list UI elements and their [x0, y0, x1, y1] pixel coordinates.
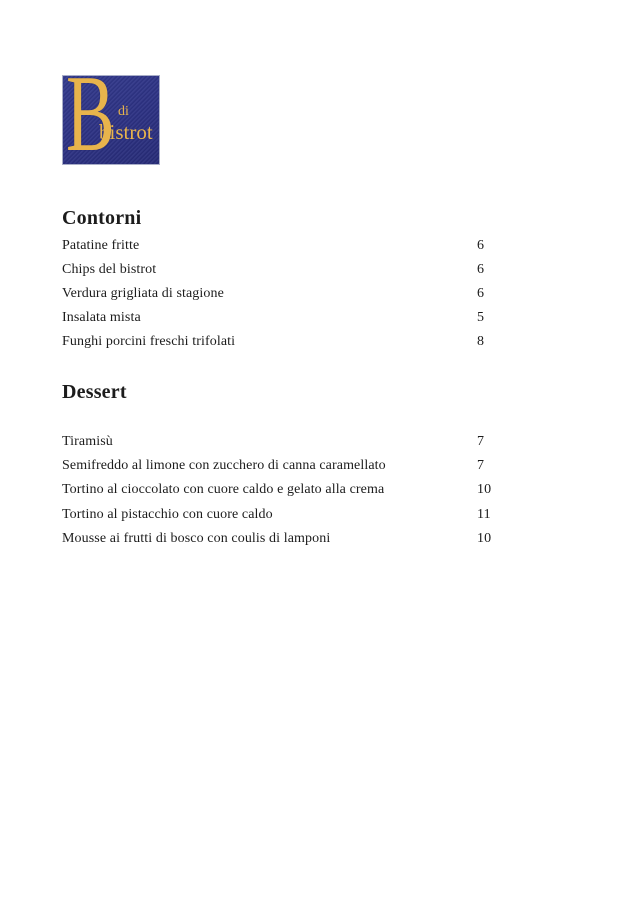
menu-item-name: Funghi porcini freschi trifolati: [62, 334, 236, 349]
menu-item-price: 10: [477, 531, 492, 546]
menu-item-row: [62, 237, 493, 255]
menu-item-name: Verdura grigliata di stagione: [62, 286, 224, 301]
menu-item-price: 8: [477, 334, 485, 349]
menu-item-name: Patatine fritte: [62, 238, 140, 253]
menu-item-price: 11: [477, 507, 491, 522]
menu-item-name: Tortino al cioccolato con cuore caldo e gelato alla crema: [62, 482, 385, 497]
menu-item-name: Chips del bistrot: [62, 262, 157, 277]
logo-letter-b: B: [66, 75, 115, 165]
menu-item-price: 6: [477, 262, 485, 277]
logo-bistrot-text: bistrot: [99, 120, 153, 144]
menu-item-price: 5: [477, 310, 485, 325]
menu-item-name: Insalata mista: [62, 310, 141, 325]
menu-item-row: [62, 457, 493, 475]
menu-item-row: [62, 309, 493, 327]
menu-item-name: Mousse ai frutti di bosco con coulis di lamponi: [62, 531, 331, 546]
menu-item-price: 7: [477, 458, 485, 473]
menu-item-row: [62, 285, 493, 303]
menu-item-row: [62, 481, 493, 499]
section-title-dessert: Dessert: [62, 381, 127, 403]
menu-item-price: 7: [477, 434, 485, 449]
section-title-contorni: Contorni: [62, 207, 142, 229]
menu-item-name: Tortino al pistacchio con cuore caldo: [62, 507, 273, 522]
menu-item-row: [62, 261, 493, 279]
menu-item-row: [62, 333, 493, 351]
menu-item-name: Semifreddo al limone con zucchero di canna caramellato: [62, 458, 386, 473]
menu-item-price: 10: [477, 482, 492, 497]
logo-di-text: di: [118, 104, 129, 119]
bistrot-logo: [62, 75, 160, 165]
menu-item-row: [62, 506, 493, 524]
menu-item-row: [62, 433, 493, 451]
menu-item-price: 6: [477, 238, 485, 253]
menu-item-row: [62, 530, 493, 548]
menu-item-name: Tiramisù: [62, 434, 113, 449]
menu-item-price: 6: [477, 286, 485, 301]
